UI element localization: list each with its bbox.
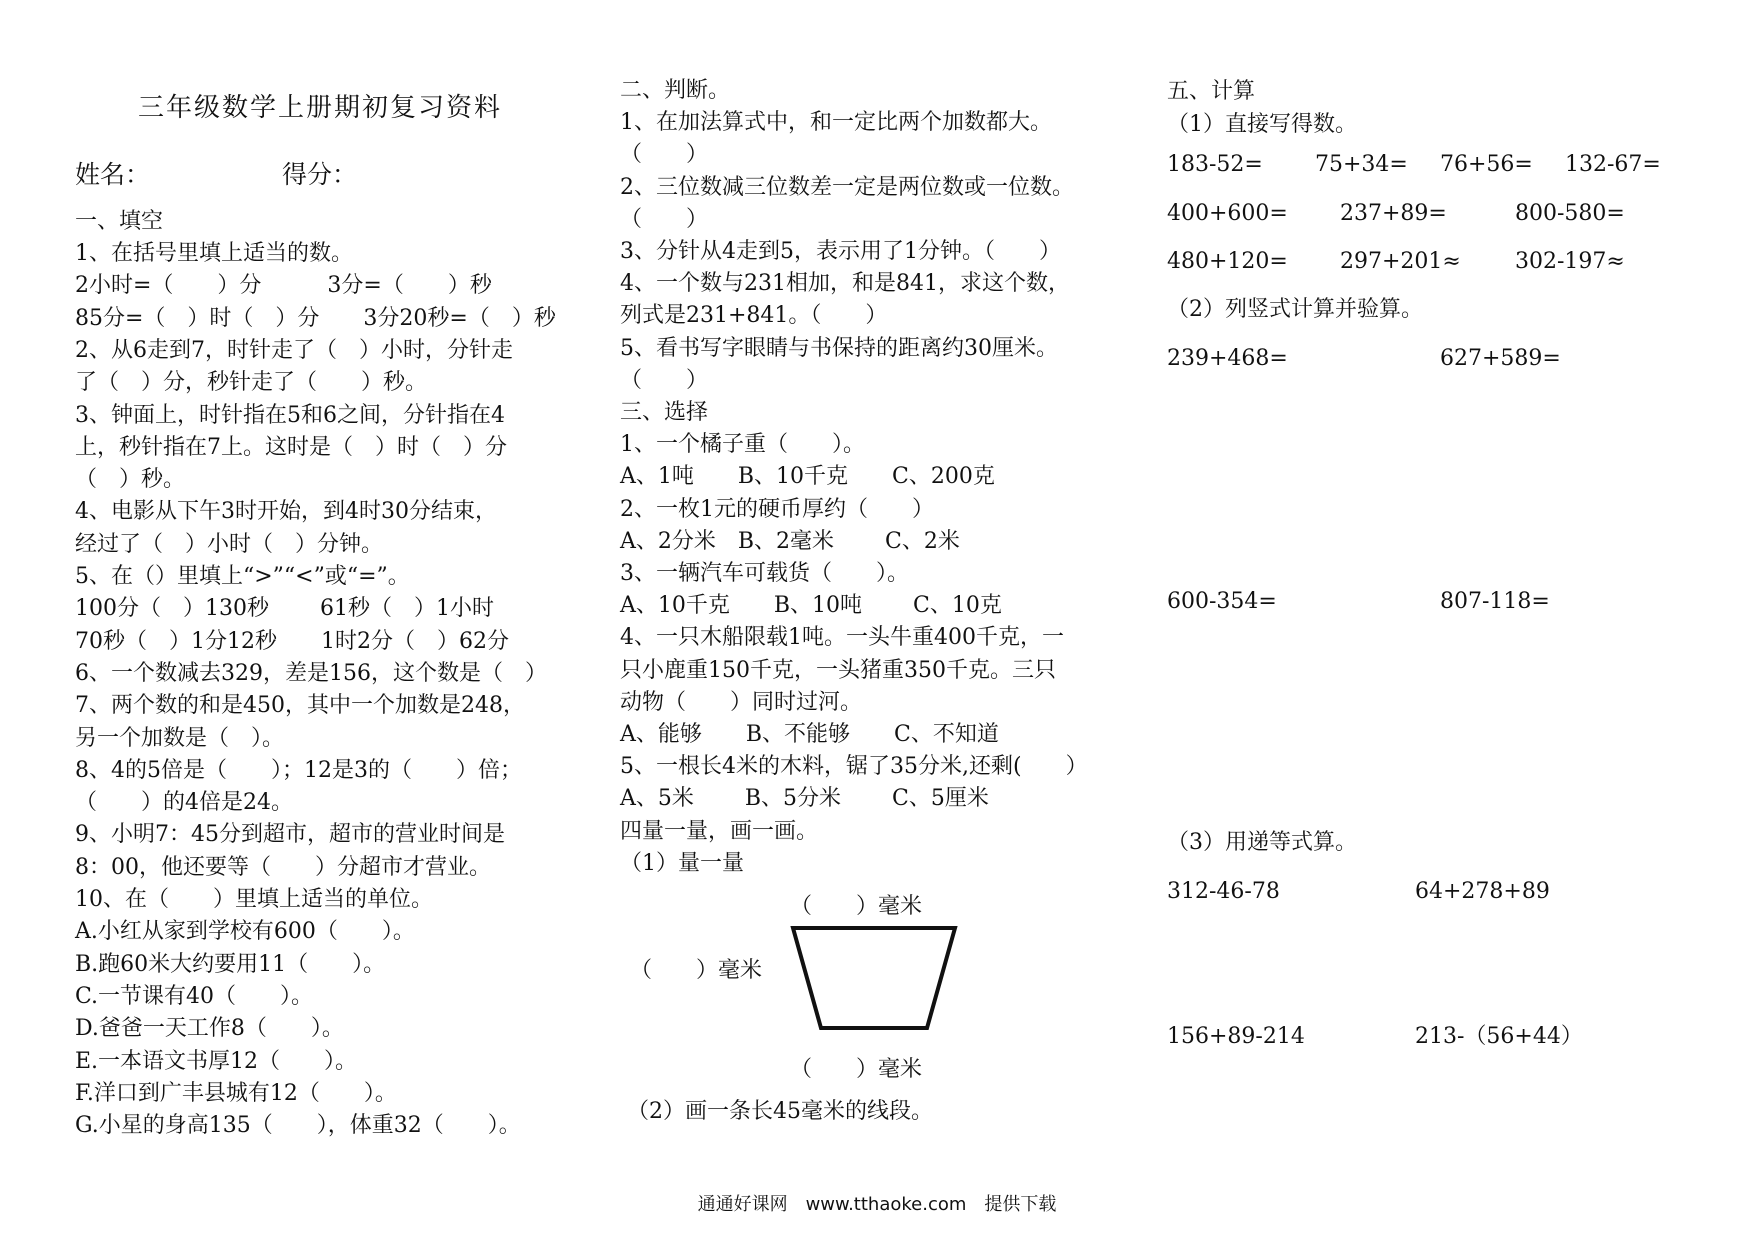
question-line: A.小红从家到学校有600（ ）。 [75, 919, 415, 945]
question-line: 5、在（）里填上“>”“<”或“=”。 [75, 564, 410, 589]
question-line: 8：00，他还要等（ ）分超市才营业。 [75, 854, 491, 880]
name-label: 姓名： [75, 160, 151, 189]
calc-item: 800-580= [1515, 201, 1625, 226]
question-line: 三、选择 [620, 400, 709, 425]
calc-item: 302-197≈ [1515, 249, 1625, 274]
question-line: C.一节课有40（ ）。 [75, 983, 314, 1009]
part3-heading: （3）用递等式算。 [1167, 830, 1357, 855]
section-calc-heading: 五、计算 [1167, 79, 1256, 104]
question-line: （ ） [620, 206, 709, 232]
question-line: 4、一个数与231相加，和是841，求这个数， [620, 271, 1070, 297]
question-line: 四量一量，画一画。 [620, 818, 819, 844]
calc-item: 183-52= [1167, 152, 1263, 177]
question-line: A、1吨 B、10千克 C、200克 [620, 464, 995, 490]
question-line: 9、小明7：45分到超市，超市的营业时间是 [75, 822, 505, 848]
question-line: D.爸爸一天工作8（ ）。 [75, 1016, 344, 1042]
section-fill-blank-heading: 一、填空 [75, 209, 164, 234]
question-line: 70秒（ ）1分12秒 1时2分（ ）62分 [75, 628, 509, 654]
question-line: 二、判断。 [620, 78, 731, 103]
question-line: 2、一枚1元的硬币厚约（ ） [620, 496, 934, 522]
question-line: （ ） [620, 142, 709, 168]
step-calc-item: 64+278+89 [1415, 879, 1550, 904]
measure-left-blank: （ ）毫米 [630, 958, 763, 983]
question-line: 1、在加法算式中，和一定比两个加数都大。 [620, 110, 1052, 136]
question-line: A、能够 B、不能够 C、不知道 [620, 722, 999, 747]
question-line: 只小鹿重150千克，一头猪重350千克。三只 [620, 657, 1056, 683]
question-line: F.洋口到广丰县城有12（ ）。 [75, 1080, 397, 1106]
question-line: 列式是231+841。（ ） [620, 303, 888, 329]
calc-item: 237+89= [1340, 201, 1447, 226]
question-line: B.跑60米大约要用11（ ）。 [75, 951, 386, 977]
question-line: A、5米 B、5分米 C、5厘米 [620, 786, 989, 812]
measure-bottom-blank: （ ）毫米 [790, 1057, 923, 1082]
question-line: 3、一辆汽车可载货（ ）。 [620, 561, 909, 586]
vertical-calc-item: 600-354= [1167, 589, 1277, 614]
question-line: 5、一根长4米的木料，锯了35分米,还剩( ） [620, 754, 1088, 780]
calc-item: 75+34= [1315, 152, 1408, 177]
step-calc-item: 312-46-78 [1167, 879, 1280, 904]
question-line: 了（ ）分，秒针走了（ ）秒。 [75, 370, 428, 396]
calc-item: 76+56= [1440, 152, 1533, 177]
question-line: （ ）秒。 [75, 467, 186, 493]
question-line: 上，秒针指在7上。这时是（ ）时（ ）分 [75, 434, 507, 460]
question-line: 3、分针从4走到5，表示用了1分钟。（ ） [620, 239, 1061, 264]
question-line: 1、在括号里填上适当的数。 [75, 241, 353, 266]
question-line: 10、在（ ）里填上适当的单位。 [75, 887, 433, 912]
question-line: （1）量一量 [620, 850, 744, 876]
question-line: E.一本语文书厚12（ ）。 [75, 1048, 358, 1074]
vertical-calc-item: 807-118= [1440, 589, 1550, 614]
score-label: 得分： [282, 160, 358, 189]
calc-item: 480+120= [1167, 249, 1288, 274]
calc-item: 132-67= [1565, 152, 1661, 177]
footer-credit: 通通好课网 www.tthaoke.com 提供下载 [697, 1194, 1057, 1215]
question-line: （ ）的4倍是24。 [75, 790, 293, 816]
question-line: 8、4的5倍是（ ）；12是3的（ ）倍； [75, 757, 522, 783]
question-line: 1、一个橘子重（ ）。 [620, 432, 865, 458]
worksheet-title: 三年级数学上册期初复习资料 [138, 93, 503, 123]
question-line: 另一个加数是（ ）。 [75, 725, 285, 751]
question-line: 5、看书写字眼睛与书保持的距离约30厘米。 [620, 335, 1058, 361]
question-line: 2、三位数减三位数差一定是两位数或一位数。 [620, 174, 1074, 200]
trapezoid-shape [793, 928, 955, 1028]
question-line: 动物（ ）同时过河。 [620, 689, 863, 715]
question-line: 85分=（ ）时（ ）分 3分20秒=（ ）秒 [75, 305, 556, 331]
measure-top-blank: （ ）毫米 [790, 894, 923, 919]
vertical-calc-item: 627+589= [1440, 346, 1561, 371]
trapezoid-figure [790, 925, 960, 1035]
question-line: 6、一个数减去329，差是156，这个数是（ ） [75, 660, 547, 686]
draw-segment-task: （2）画一条长45毫米的线段。 [627, 1099, 933, 1124]
part2-heading: （2）列竖式计算并验算。 [1167, 297, 1423, 322]
question-line: 7、两个数的和是450，其中一个加数是248， [75, 693, 525, 719]
question-line: 2、从6走到7，时针走了（ ）小时，分针走 [75, 337, 513, 363]
question-line: 100分（ ）130秒 61秒（ ）1小时 [75, 596, 494, 622]
question-line: 经过了（ ）小时（ ）分钟。 [75, 531, 384, 557]
part1-heading: （1）直接写得数。 [1167, 112, 1357, 137]
question-line: 4、一只木船限载1吨。一头牛重400千克，一 [620, 625, 1064, 651]
calc-item: 297+201≈ [1340, 249, 1461, 274]
calc-item: 400+600= [1167, 201, 1288, 226]
question-line: A、10千克 B、10吨 C、10克 [620, 593, 1002, 619]
question-line: G.小星的身高135（ ），体重32（ ）。 [75, 1113, 521, 1139]
question-line: 3、钟面上，时针指在5和6之间，分针指在4 [75, 402, 505, 428]
step-calc-item: 156+89-214 [1167, 1024, 1305, 1049]
question-line: （ ） [620, 367, 709, 393]
question-line: 4、电影从下午3时开始，到4时30分结束， [75, 499, 497, 525]
question-line: A、2分米 B、2毫米 C、2米 [620, 528, 960, 554]
vertical-calc-item: 239+468= [1167, 346, 1288, 371]
question-line: 2小时=（ ）分 3分=（ ）秒 [75, 273, 492, 299]
step-calc-item: 213-（56+44） [1415, 1024, 1583, 1049]
